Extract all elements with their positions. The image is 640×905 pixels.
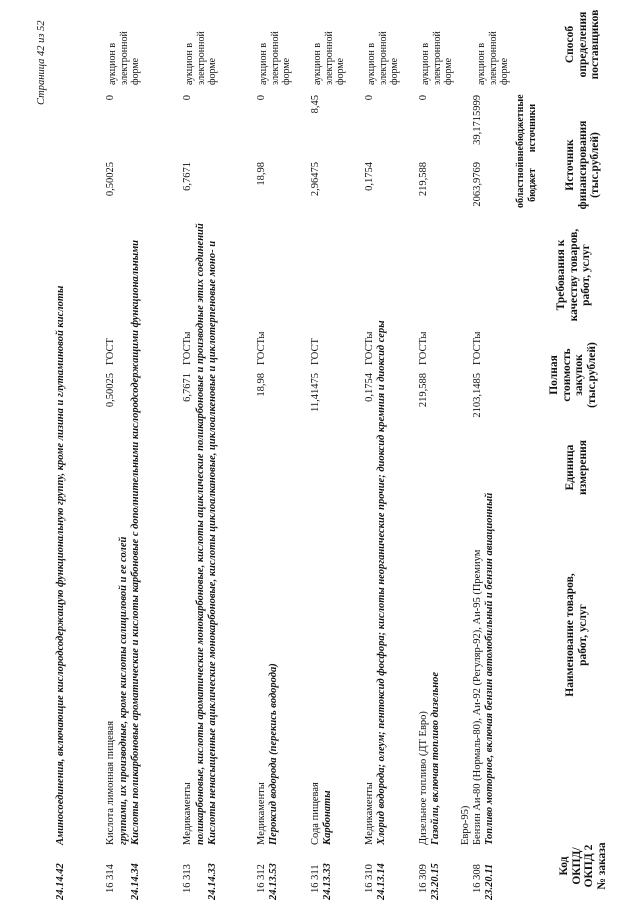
item-method-line: аукцион в (184, 42, 195, 85)
item-extrabudget: 8,45 (310, 95, 321, 114)
header-method (564, 2, 602, 87)
item-extrabudget: 39,1715999 (472, 95, 483, 145)
item-extrabudget: 0 (105, 95, 116, 101)
item-method-line: аукцион в (107, 42, 118, 85)
section-title: Кислоты ненасыщенные ациклические монокарбоновые, кислоты циклоалкановые, циклоалкеновые и циклотерпеновые моно- и (207, 240, 218, 845)
header-source-extrabudget-line: внебюджетные (515, 94, 526, 162)
section-code: 24.14.42 (55, 863, 66, 900)
item-method-line: форме (443, 57, 454, 85)
item-cost: 6,7671 (182, 373, 193, 402)
item-name: Медикаменты (256, 782, 267, 845)
header-cost-line: (тыс.рублей) (585, 342, 598, 408)
section-title: Топливо моторное, включая бензин автомобильный и бензин авиационный (484, 492, 495, 845)
item-method-line: аукцион в (258, 42, 269, 85)
header-cost (548, 325, 598, 425)
item-extrabudget: 0 (256, 95, 267, 101)
section-title: Карбонаты (322, 790, 333, 845)
section-title-cont: группами, их производные, кроме кислоты салициловой и ее солей (118, 536, 129, 845)
item-name: Медикаменты (182, 782, 193, 845)
header-source-regional-line: бюджет (526, 168, 538, 202)
item-cost: 219,588 (418, 373, 429, 408)
item-requirements: ГОСТы (364, 331, 375, 365)
item-name: Бензин Аи-80 (Нормаль-80), Аи-92 (Регуляр-92), Аи-95 (Премиум (472, 549, 483, 845)
order-number: 16 309 (418, 864, 429, 893)
section-title: Кислоты поликарбоновые ароматические и кислоты карбоновые с дополнительными кислородсодержащими функциональными (130, 239, 141, 845)
item-regional-budget: 18,98 (256, 162, 267, 186)
header-cost-line: стоимость (560, 348, 573, 402)
header-source-line: (тыс.рублей) (589, 132, 601, 198)
item-method (366, 31, 401, 85)
item-method-line: форме (389, 57, 400, 85)
header-cost-line: закупок (573, 354, 585, 396)
header-code-line: № заказа (595, 842, 608, 890)
section-code: 24.14.34 (130, 863, 141, 900)
item-regional-budget: 219,588 (418, 162, 429, 197)
section-code: 23.20.15 (430, 863, 441, 900)
page-number: Страница 42 из 52 (36, 20, 47, 105)
item-name: Сода пищевая (310, 782, 321, 845)
item-method-line: электронной (323, 31, 335, 85)
header-unit (564, 425, 589, 510)
item-cost: 0,50025 (105, 373, 116, 408)
section-code: 24.13.53 (268, 863, 279, 900)
item-cost: 0,1754 (364, 373, 375, 402)
item-method-line: электронной (377, 31, 389, 85)
item-regional-budget: 6,7671 (182, 162, 193, 191)
item-method (312, 31, 347, 85)
section-code: 24.14.33 (207, 863, 218, 900)
item-method-line: форме (207, 57, 218, 85)
item-method-line: форме (335, 57, 346, 85)
header-code-line: ОКПД 2 (583, 844, 595, 888)
item-requirements: ГОСТ (310, 338, 321, 365)
item-extrabudget: 0 (364, 95, 375, 101)
item-method-line: форме (130, 57, 141, 85)
header-source-extrabudget-line: источники (526, 103, 538, 153)
item-method-line: форме (281, 57, 292, 85)
item-method (184, 31, 219, 85)
item-method-line: электронной (487, 31, 499, 85)
item-requirements: ГОСТы (418, 331, 429, 365)
header-req (555, 220, 593, 330)
header-code-line: Код (558, 856, 570, 876)
header-req-line: работ, услуг (580, 244, 592, 306)
section-code: 23.20.11 (484, 863, 495, 900)
item-regional-budget: 0,1754 (364, 162, 375, 191)
header-source-regional (515, 162, 538, 208)
header-name-line: работ, услуг (576, 604, 589, 666)
order-number: 16 311 (310, 864, 321, 893)
section-title: Хлорид водорода; олеум; пентоксид фосфора; кислоты неорганические прочие; диоксид кремния и диоксид серы (376, 320, 387, 845)
item-method-line: форме (499, 57, 510, 85)
header-cost-line: Полная (548, 355, 560, 395)
header-req-line: качеству товаров, (567, 228, 580, 322)
item-method-line: электронной (118, 31, 130, 85)
item-method-line: электронной (431, 31, 443, 85)
item-name: Кислота лимонная пищевая (105, 720, 116, 845)
order-number: 16 313 (182, 864, 193, 893)
section-code: 24.13.33 (322, 863, 333, 900)
section-title: Аминосоединения, включающие кислородсодержащую функциональную группу, кроме лизина и глутаминовой кислоты (55, 285, 66, 845)
item-regional-budget: 2,96475 (310, 162, 321, 197)
item-method (107, 31, 142, 85)
section-title-cont: поликарбоновые, кислоты ароматические монокарбоновые, кислоты ациклические поликарбоновые и производные этих соединений (195, 223, 206, 845)
item-cost: 11,41475 (310, 373, 321, 412)
order-number: 16 314 (105, 864, 116, 893)
order-number: 16 310 (364, 864, 375, 893)
header-method-line: Способ (564, 25, 576, 64)
item-method-line: аукцион в (312, 42, 323, 85)
header-source-regional-line: областной (515, 161, 526, 208)
header-code-line: ОКПД/ (570, 847, 583, 885)
item-method (476, 31, 511, 85)
item-requirements: ГОСТы (256, 331, 267, 365)
item-name: Медикаменты (364, 782, 375, 845)
item-method-line: аукцион в (476, 42, 487, 85)
header-source-line: Источник (564, 139, 576, 191)
item-extrabudget: 0 (418, 95, 429, 101)
order-number: 16 312 (256, 864, 267, 893)
item-method-line: аукцион в (366, 42, 377, 85)
item-cost: 2103,1485 (472, 373, 483, 418)
header-source (564, 115, 602, 215)
header-source-extrabudget (515, 93, 538, 163)
header-method-line: определения (576, 11, 589, 78)
item-cost: 18,98 (256, 373, 267, 397)
header-method-line: поставщиков (589, 9, 601, 80)
item-method-line: электронной (195, 31, 207, 85)
order-number: 16 308 (472, 864, 483, 893)
item-requirements: ГОСТ (105, 338, 116, 365)
header-req-line: Требования к (555, 239, 567, 311)
header-source-line: финансирования (576, 120, 589, 210)
item-regional-budget: 0,50025 (105, 162, 116, 197)
header-unit-line: Единица (564, 444, 576, 491)
header-code (558, 831, 608, 901)
item-regional-budget: 2063,9769 (472, 162, 483, 207)
item-name: Дизельное топливо (ДТ Евро) (418, 711, 429, 845)
item-requirements: ГОСТы (182, 331, 193, 365)
item-method (420, 31, 455, 85)
item-name-cont: Евро-95) (460, 805, 471, 845)
item-method (258, 31, 293, 85)
section-title: Газойли, включая топливо дизельное (430, 671, 441, 845)
item-requirements: ГОСТы (472, 331, 483, 365)
header-name-line: Наименование товаров, (564, 573, 576, 697)
item-extrabudget: 0 (182, 95, 193, 101)
header-unit-line: измерения (576, 440, 589, 495)
item-method-line: аукцион в (420, 42, 431, 85)
item-method-line: электронной (269, 31, 281, 85)
header-name (564, 530, 589, 740)
section-title: Пероксид водорода (перекись водорода) (268, 663, 279, 845)
section-code: 24.13.14 (376, 863, 387, 900)
